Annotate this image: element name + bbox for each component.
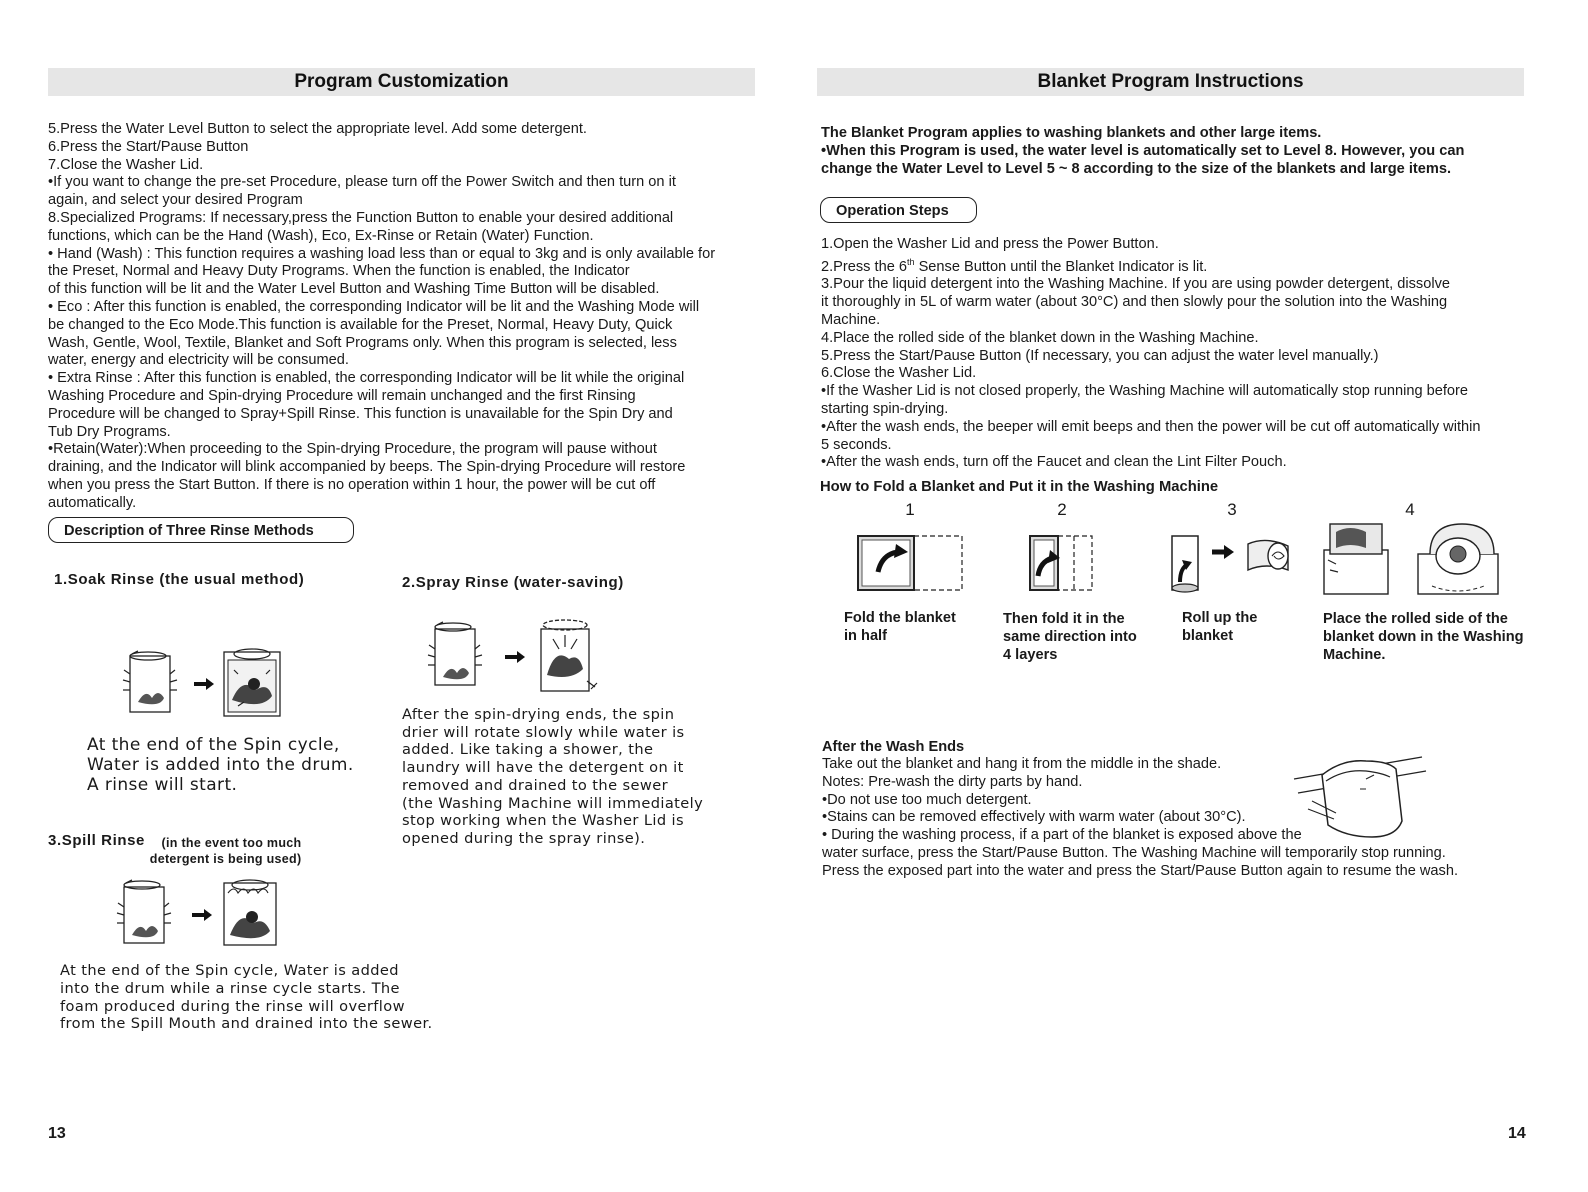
text-line: •If you want to change the pre-set Procedure, please turn off the Power Switch and then turn on it	[48, 174, 676, 191]
place-in-washer-icon	[1322, 520, 1502, 598]
fold-half-icon	[856, 532, 966, 592]
text-line: Procedure will be changed to Spray+Spill Rinse. This function is unavailable for the Spin Dry and	[48, 405, 673, 422]
program-customization-text	[48, 121, 768, 513]
step-2-suffix: Sense Button until the Blanket Indicator is lit.	[914, 258, 1208, 275]
soak-rinse-drum-icon	[120, 640, 290, 720]
text-line: Tub Dry Programs.	[48, 423, 171, 440]
fold-step-caption: Fold the blanket in half	[844, 610, 956, 644]
spill-rinse-title	[48, 832, 301, 867]
soak-rinse-title: 1.Soak Rinse (the usual method)	[54, 571, 305, 588]
text-line: 8.Specialized Programs: If necessary,press the Function Button to enable your desired additional	[48, 209, 674, 226]
section-title-blanket-program: Blanket Program Instructions	[817, 68, 1524, 96]
operation-steps-list	[821, 236, 1581, 472]
spill-rinse-text: At the end of the Spin cycle, Water is added into the drum while a rinse cycle starts. The foam produced during the rinse will overflow from the Spill Mouth and drained into the sewer.	[60, 962, 433, 1033]
after-wash-title: After the Wash Ends	[822, 739, 965, 755]
page-number-right: 14	[1508, 1125, 1526, 1142]
text-line: • Eco : After this function is enabled, the corresponding Indicator will be lit and the Washing Mode will	[48, 298, 700, 315]
spray-rinse-title: 2.Spray Rinse (water-saving)	[402, 574, 624, 591]
spill-rinse-drum-icon	[112, 875, 287, 950]
blanket-intro-text: The Blanket Program applies to washing blankets and other large items. •When this Program is used, the water level is automatically set to Level 8. However, you can change the Water Level to Level 5 ~ 8 according to the size of the blankets and large items.	[821, 125, 1465, 177]
step-2-prefix: 2.Press the 6	[821, 258, 907, 275]
text-line: water, energy and electricity will be consumed.	[48, 352, 349, 369]
section-title-program-customization: Program Customization	[48, 68, 755, 96]
text-line: 6.Press the Start/Pause Button	[48, 138, 249, 155]
fold-step-caption: Place the rolled side of the blanket down in the Washing Machine.	[1323, 611, 1524, 663]
after-wash-text: Take out the blanket and hang it from the middle in the shade. Notes: Pre-wash the dirty parts by hand. •Do not use too much detergent. •Stains can be removed effectively with warm water (about 30°C). • During the washing process, if a part of the blanket is exposed above the	[822, 756, 1302, 844]
text-line: of this function will be lit and the Water Level Button and Washing Time Button will be disabled.	[48, 281, 660, 298]
step-2	[821, 254, 1581, 277]
text-line: 5.Press the Water Level Button to select the appropriate level. Add some detergent.	[48, 121, 587, 137]
spill-rinse-note: (in the event too much detergent is being used)	[149, 836, 302, 866]
steps-3-6-and-notes: 3.Pour the liquid detergent into the Washing Machine. If you are using powder detergent, dissolve it thoroughly in 5L of warm water (about 30°C) and then slowly pour the solution into the Washing Machine. 4.Place the rolled side of the blanket down in the Washing Machine. 5.Press the Start/Pause Button (If necessary, you can adjust the water level manually.) 6.Close the Washer Lid. •If the Washer Lid is not closed properly, the Washing Machine will automatically stop running before starting spin-drying. •After the wash ends, the beeper will emit beeps and then the power will be cut off automatically within 5 seconds. •After the wash ends, turn off the Faucet and clean the Lint Filter Pouch.	[821, 276, 1481, 471]
fold-step-number: 1	[905, 500, 915, 519]
spray-rinse-text: After the spin-drying ends, the spin drier will rotate slowly while water is added. Like taking a shower, the laundry will have the detergent on it removed and drained to the sewer (the Washing Machine will immediately stop working when the Washer Lid is opened during the spray rinse).	[402, 706, 704, 847]
after-wash-text-continued: water surface, press the Start/Pause Button. The Washing Machine will temporarily stop running. Press the exposed part into the water and press the Start/Pause Button again to resume the wash.	[822, 845, 1459, 879]
fold-four-layers-icon	[1028, 532, 1098, 594]
text-line: •Retain(Water):When proceeding to the Spin-drying Procedure, the program will pause without	[48, 441, 657, 458]
text-line: 7.Close the Washer Lid.	[48, 156, 204, 173]
fold-step-number: 3	[1227, 500, 1237, 519]
text-line: Washing Procedure and Spin-drying Procedure will remain unchanged and the first Rinsing	[48, 387, 636, 404]
text-line: automatically.	[48, 494, 137, 511]
hanging-blanket-icon	[1292, 745, 1432, 845]
fold-step-caption: Then fold it in the same direction into 4 layers	[1003, 611, 1137, 663]
fold-step-number: 4	[1405, 500, 1415, 519]
text-line: Wash, Gentle, Wool, Textile, Blanket and Soft Programs only. When this program is selected, less	[48, 334, 677, 351]
spray-rinse-drum-icon	[425, 615, 605, 700]
rinse-methods-heading: Description of Three Rinse Methods	[48, 517, 354, 543]
text-line: again, and select your desired Program	[48, 192, 303, 209]
soak-rinse-text: At the end of the Spin cycle, Water is added into the drum. A rinse will start.	[87, 735, 354, 795]
operation-steps-heading: Operation Steps	[820, 197, 977, 223]
text-line: be changed to the Eco Mode.This function is available for the Preset, Normal, Heavy Duty, Quick	[48, 316, 673, 333]
text-line: • Extra Rinse : After this function is enabled, the corresponding Indicator will be lit while the original	[48, 370, 685, 387]
step-2-ordinal: th	[907, 256, 915, 267]
text-line: the Preset, Normal and Heavy Duty Programs. When the function is enabled, the Indicator	[48, 263, 630, 280]
text-line: • Hand (Wash) : This function requires a washing load less than or equal to 3kg and is only available for	[48, 245, 716, 262]
fold-step-number: 2	[1057, 500, 1067, 519]
page-number-left: 13	[48, 1125, 66, 1142]
fold-blanket-title: How to Fold a Blanket and Put it in the Washing Machine	[820, 479, 1219, 495]
roll-blanket-icon	[1168, 530, 1298, 594]
fold-step-caption: Roll up the blanket	[1182, 610, 1258, 644]
step-1: 1.Open the Washer Lid and press the Power Button.	[821, 236, 1159, 252]
text-line: draining, and the Indicator will blink accompanied by beeps. The Spin-drying Procedure will restore	[48, 459, 686, 476]
text-line: functions, which can be the Hand (Wash), Eco, Ex-Rinse or Retain (Water) Function.	[48, 227, 594, 244]
text-line: when you press the Start Button. If there is no operation within 1 hour, the power will be cut off	[48, 476, 656, 493]
spill-rinse-label: 3.Spill Rinse	[48, 832, 145, 849]
